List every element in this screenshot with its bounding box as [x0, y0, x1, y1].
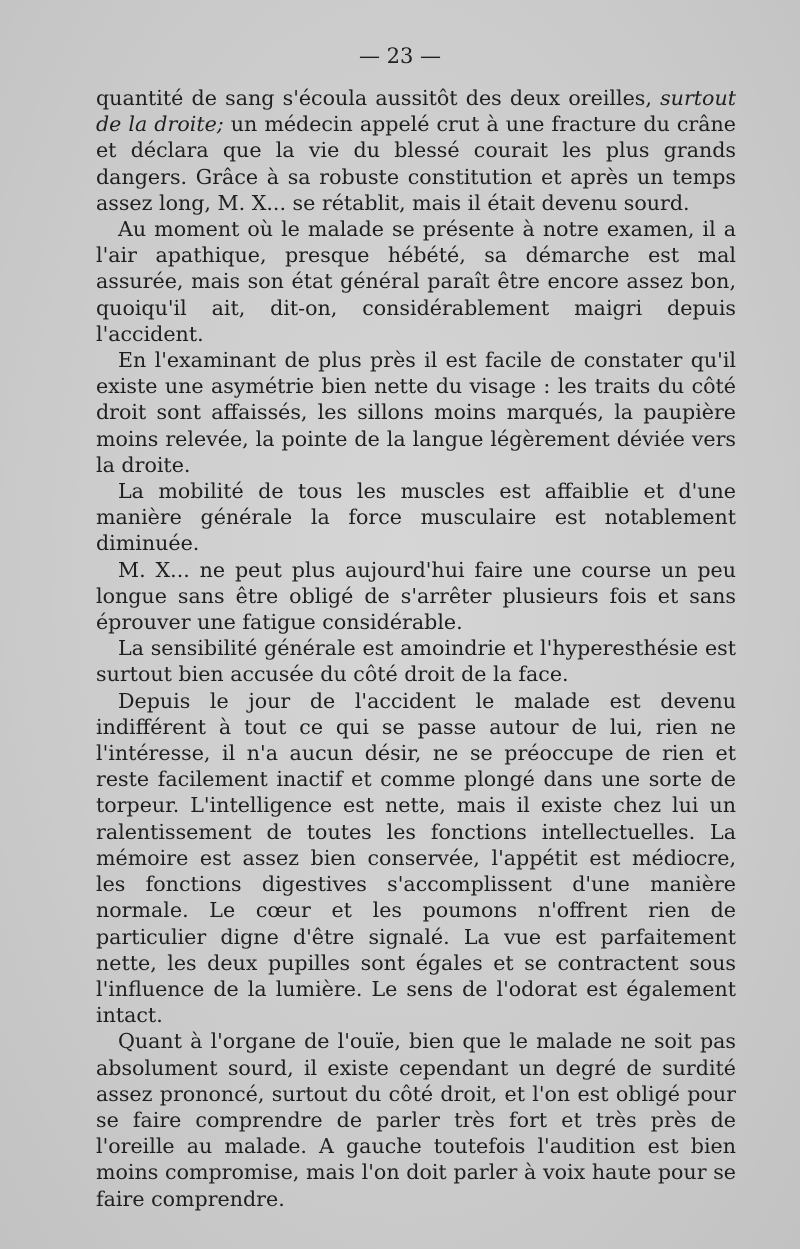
paragraph-4: [96, 478, 736, 557]
paragraph-6: [96, 635, 736, 687]
page-number: — 23 —: [358, 44, 442, 68]
paragraph-1-text: quantité de sang s'écoula aussitôt des deux oreilles,: [96, 86, 661, 110]
paragraph-4-text: La mobilité de tous les muscles est affaiblie et d'une manière générale la force musculaire est notablement diminuée.: [96, 479, 736, 556]
paragraph-5: [96, 557, 736, 636]
paragraph-1: [96, 85, 736, 216]
paragraph-3: [96, 347, 736, 478]
paragraph-7: [96, 688, 736, 1029]
paragraph-6-text: La sensibilité générale est amoindrie et l'hyperesthésie est surtout bien accusée du côté droit de la face.: [96, 636, 736, 687]
paragraph-8: [96, 1028, 736, 1211]
body-text: [96, 85, 736, 1212]
paragraph-2: [96, 216, 736, 347]
paragraph-2-text: Au moment où le malade se présente à notre examen, il a l'air apathique, presque hébété, sa démarche est mal assurée, mais son état général paraît être encore assez bon, quoiqu'il ait, dit-on, considérablement maigri depuis l'accident.: [96, 217, 736, 346]
paragraph-8-text: Quant à l'organe de l'ouïe, bien que le malade ne soit pas absolument sourd, il existe cependant un degré de surdité assez prononcé, surtout du côté droit, et l'on est obligé pour se faire comprendre de parler très fort et très près de l'oreille au malade. A gauche toutefois l'audition est bien moins compromise, mais l'on doit parler à voix haute pour se faire comprendre.: [96, 1029, 736, 1211]
paragraph-1-emphasis: surtout de la droite;: [96, 86, 736, 137]
paragraph-3-text: En l'examinant de plus près il est facile de constater qu'il existe une asymétrie bien nette du visage : les traits du côté droit sont affaissés, les sillons moins marqués, la paupière moins relevée, la pointe de la langue légèrement déviée vers la droite.: [96, 348, 736, 477]
paragraph-5-text: M. X... ne peut plus aujourd'hui faire une course un peu longue sans être obligé de s'arrêter plusieurs fois et sans éprouver une fatigue considérable.: [96, 557, 736, 635]
paragraph-1-text-continued: un médecin appelé crut à une fracture du crâne et déclara que la vie du blessé courait les plus grands dangers. Grâce à sa robuste constitution et après un temps assez long, M. X... se rétablit, mais il était devenu sourd.: [96, 112, 736, 215]
paragraph-7-text: Depuis le jour de l'accident le malade est devenu indifférent à tout ce qui se passe autour de lui, rien ne l'intéresse, il n'a aucun désir, ne se préoccupe de rien et reste facilement inactif et comme plongé dans une sorte de torpeur. L'intelligence est nette, mais il existe chez lui un ralentissement de toutes les fonctions intellectuelles. La mémoire est assez bien conservée, l'appétit est médiocre, les fonctions digestives s'accomplissent d'une manière normale. Le cœur et les poumons n'offrent rien de particulier digne d'être signalé. La vue est parfaitement nette, les deux pupilles sont égales et se contractent sous l'influence de la lumière. Le sens de l'odorat est également intact.: [96, 688, 736, 1028]
